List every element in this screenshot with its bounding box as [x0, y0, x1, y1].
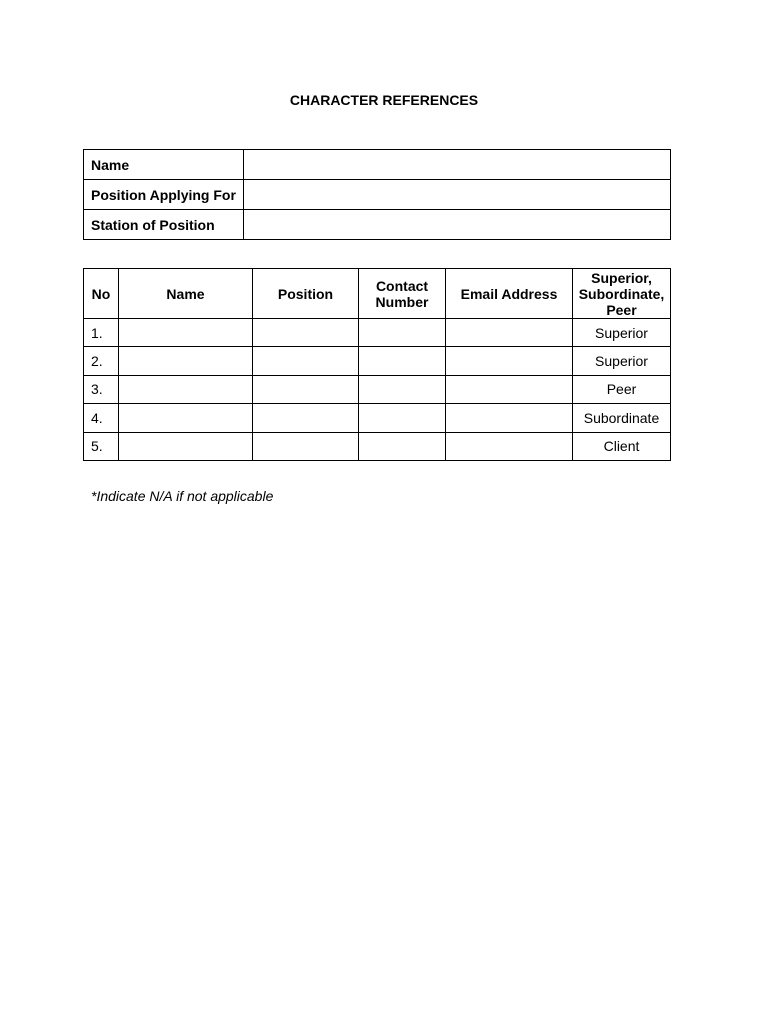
info-row-station-of-position — [84, 210, 671, 240]
table-row — [84, 404, 671, 432]
info-label-position-applying-for: Position Applying For — [84, 180, 244, 210]
ref-no-cell: 1. — [84, 319, 119, 347]
header-relation: Superior, Subordinate, Peer — [573, 269, 671, 319]
ref-relation-cell: Superior — [573, 319, 671, 347]
ref-name-cell — [119, 404, 253, 432]
ref-contact-cell — [359, 404, 446, 432]
ref-contact-cell — [359, 432, 446, 460]
header-contact-number: Contact Number — [359, 269, 446, 319]
ref-email-cell — [446, 319, 573, 347]
ref-position-cell — [253, 375, 359, 403]
page-title: CHARACTER REFERENCES — [289, 92, 479, 108]
references-header-row — [84, 269, 671, 319]
ref-relation-cell: Superior — [573, 347, 671, 375]
ref-no-cell: 4. — [84, 404, 119, 432]
table-row — [84, 347, 671, 375]
header-name: Name — [119, 269, 253, 319]
header-position: Position — [253, 269, 359, 319]
table-row — [84, 432, 671, 460]
ref-contact-cell — [359, 347, 446, 375]
ref-name-cell — [119, 319, 253, 347]
ref-email-cell — [446, 347, 573, 375]
header-no: No — [84, 269, 119, 319]
ref-no-cell: 5. — [84, 432, 119, 460]
ref-no-cell: 3. — [84, 375, 119, 403]
ref-contact-cell — [359, 319, 446, 347]
applicant-info-table — [83, 149, 671, 240]
references-table — [83, 268, 671, 461]
ref-position-cell — [253, 404, 359, 432]
info-value-station-of-position — [244, 210, 671, 240]
ref-name-cell — [119, 347, 253, 375]
ref-position-cell — [253, 347, 359, 375]
ref-contact-cell — [359, 375, 446, 403]
ref-relation-cell: Client — [573, 432, 671, 460]
ref-name-cell — [119, 375, 253, 403]
footnote: *Indicate N/A if not applicable — [91, 488, 274, 504]
ref-email-cell — [446, 375, 573, 403]
ref-email-cell — [446, 432, 573, 460]
header-email-address: Email Address — [446, 269, 573, 319]
ref-relation-cell: Subordinate — [573, 404, 671, 432]
ref-position-cell — [253, 432, 359, 460]
info-value-name — [244, 150, 671, 180]
info-row-position-applying-for — [84, 180, 671, 210]
info-value-position-applying-for — [244, 180, 671, 210]
ref-position-cell — [253, 319, 359, 347]
info-label-station-of-position: Station of Position — [84, 210, 244, 240]
table-row — [84, 375, 671, 403]
ref-relation-cell: Peer — [573, 375, 671, 403]
info-row-name — [84, 150, 671, 180]
ref-email-cell — [446, 404, 573, 432]
table-row — [84, 319, 671, 347]
info-label-name: Name — [84, 150, 244, 180]
ref-name-cell — [119, 432, 253, 460]
ref-no-cell: 2. — [84, 347, 119, 375]
